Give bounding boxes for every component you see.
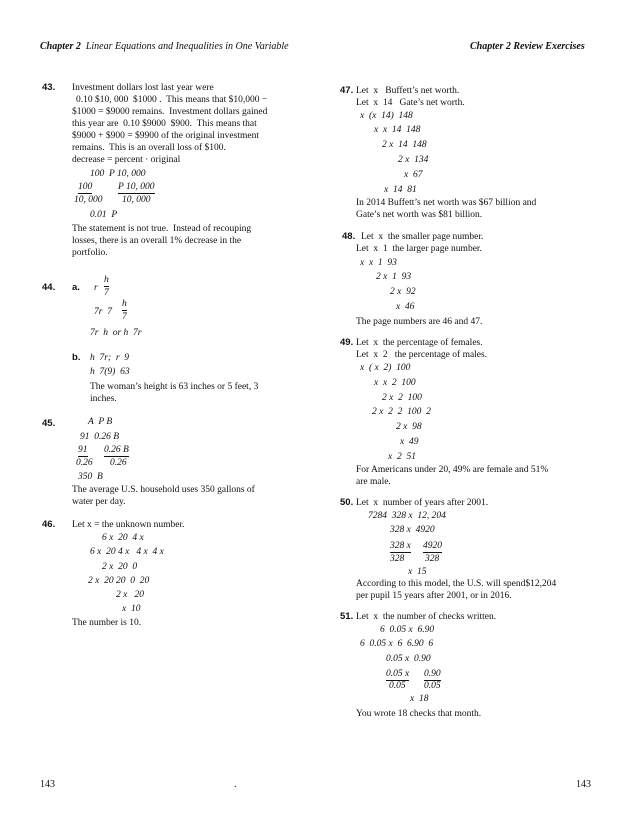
equation-line: 6 0.05 x 6.90	[380, 625, 435, 635]
text-line: For Americans under 20, 49% are female and 51%	[356, 465, 549, 475]
text-line: losses, there is an overall 1% decrease in the	[72, 236, 242, 246]
exercise-number: 49.	[340, 337, 354, 348]
equation-line: 350 B	[78, 472, 103, 482]
equation-line: 2 x 2 100	[382, 393, 422, 403]
equation-line: 6 x 20 4 x 4 x 4 x	[90, 547, 164, 557]
part-label: a.	[72, 282, 80, 293]
equation-numerator: 0.90	[424, 669, 441, 679]
chapter-label: Chapter 2	[40, 41, 81, 52]
text-line: According to this model, the U.S. will spend$12,204	[356, 579, 557, 589]
text-line: inches.	[90, 394, 117, 404]
equation-denominator: 0.05	[389, 681, 406, 691]
text-line: You wrote 18 checks that month.	[356, 709, 482, 719]
text-line: $1000 = $9000 remains. Investment dollars gained	[72, 107, 268, 117]
equation-line: 2 x 98	[396, 422, 422, 432]
equation-line: x x 2 100	[374, 378, 416, 388]
equation-line: x x 1 93	[360, 258, 397, 268]
equation-line: 2 x 2 2 100 2	[372, 407, 431, 417]
text-line: decrease = percent · original	[72, 155, 181, 165]
equation-line: 7284 328 x 12, 204	[368, 511, 446, 521]
equation-numerator: 0.05 x	[386, 669, 410, 679]
equation-numerator: 91	[78, 445, 88, 455]
fraction-denominator: 7	[104, 288, 109, 298]
equation-line: 2 x 134	[398, 155, 429, 165]
page-number-right: 143	[576, 779, 591, 790]
equation-line: 2 x 20 0	[102, 562, 138, 572]
equation-line: 6 x 20 4 x	[102, 533, 144, 543]
exercise-number: 43.	[42, 82, 56, 93]
footer-dot: .	[234, 779, 237, 790]
equation-line: x x 14 148	[374, 125, 421, 135]
equation-line: x 10	[122, 604, 141, 614]
equation-denominator: 0.26	[76, 458, 93, 468]
equation-denominator: 328	[390, 554, 405, 564]
equation-numerator: 4920	[423, 541, 442, 551]
equation-line: 2 x 14 148	[382, 140, 427, 150]
equation-line: r	[94, 283, 98, 293]
page-number-left: 143	[40, 779, 55, 790]
text-line: Gate’s net worth was $81 billion.	[356, 210, 483, 220]
equation-denominator: 328	[425, 554, 440, 564]
exercise-number: 45.	[42, 418, 56, 429]
exercise-number: 48.	[342, 231, 356, 242]
section-header-right: Chapter 2 Review Exercises	[470, 41, 585, 52]
fraction-numerator: h	[104, 275, 109, 285]
text-line: 0.10 $10, 000 $1000 . This means that $10,000 −	[76, 95, 268, 105]
equation-line: x ( x 2) 100	[360, 363, 411, 373]
text-line: Let x 14 Gate’s net worth.	[356, 98, 465, 108]
text-line: Let x the smaller page number.	[361, 232, 484, 242]
text-line: Let x number of years after 2001.	[356, 498, 489, 508]
equation-numerator: P 10, 000	[118, 182, 155, 192]
equation-line: x 15	[408, 567, 427, 577]
equation-line: x (x 14) 148	[360, 111, 413, 121]
equation-line: x 46	[396, 302, 415, 312]
chapter-header-left	[40, 41, 289, 52]
equation-line: x 2 51	[388, 452, 416, 462]
text-line: $9000 + $900 = $9900 of the original investment	[72, 131, 259, 141]
text-line: this year are 0.10 $9000 $900. This means that	[72, 119, 257, 129]
text-line: Investment dollars lost last year were	[72, 83, 214, 93]
exercise-number: 51.	[340, 611, 354, 622]
part-label: b.	[72, 352, 81, 363]
equation-line: 2 x 1 93	[376, 272, 412, 282]
equation-line: 7r h or h 7r	[90, 328, 142, 338]
equation-denominator: 0.26	[110, 458, 127, 468]
equation-line: 91 0.26 B	[80, 432, 120, 442]
text-line: Let x the number of checks written.	[356, 612, 497, 622]
equation-line: x 18	[410, 694, 429, 704]
chapter-title: Linear Equations and Inequalities in One Variable	[85, 41, 289, 52]
equation-numerator: 100	[78, 182, 93, 192]
equation-numerator: 328 x	[390, 541, 411, 551]
text-line: In 2014 Buffett’s net worth was $67 billion and	[356, 198, 537, 208]
equation-line: 2 x 20	[116, 590, 144, 600]
equation-line: h 7(9) 63	[90, 367, 130, 377]
equation-line: 0.01 P	[90, 210, 118, 220]
text-line: The number is 10.	[72, 618, 142, 628]
equation-line: 2 x 92	[390, 287, 416, 297]
text-line: portfolio.	[72, 248, 108, 258]
equation-line: 0.05 x 0.90	[386, 654, 431, 664]
fraction-numerator: h	[122, 299, 127, 309]
text-line: The page numbers are 46 and 47.	[356, 317, 483, 327]
exercise-number: 44.	[42, 282, 56, 293]
text-line: The statement is not true. Instead of recouping	[72, 224, 252, 234]
equation-denominator: 10, 000	[122, 195, 151, 205]
equation-denominator: 10, 000	[74, 195, 103, 205]
text-line: are male.	[356, 477, 391, 487]
exercise-number: 50.	[340, 497, 354, 508]
equation-line: 328 x 4920	[390, 525, 435, 535]
text-line: Let x the percentage of females.	[356, 338, 483, 348]
text-line: remains. This is an overall loss of $100.	[72, 143, 226, 153]
equation-line: h 7r; r 9	[90, 353, 130, 363]
exercise-number: 46.	[42, 519, 56, 530]
fraction-denominator: 7	[122, 312, 127, 322]
equation-line: 100 P 10, 000	[90, 169, 146, 179]
text-line: water per day.	[72, 497, 126, 507]
equation-line: 6 0.05 x 6 6.90 6	[360, 639, 434, 649]
equation-numerator: 0.26 B	[104, 445, 129, 455]
exercise-number: 47.	[340, 85, 354, 96]
text-line: The average U.S. household uses 350 gallons of	[72, 485, 255, 495]
equation-line: 7r 7	[94, 307, 112, 317]
equation-line: 2 x 20 20 0 20	[88, 576, 150, 586]
text-line: Let x 2 the percentage of males.	[356, 350, 488, 360]
text-line: Let x Buffett’s net worth.	[356, 86, 460, 96]
equation-line: x 49	[400, 437, 419, 447]
text-line: The woman’s height is 63 inches or 5 feet, 3	[90, 382, 259, 392]
equation-denominator: 0.05	[424, 681, 441, 691]
text-line: per pupil 15 years after 2001, or in 2016.	[356, 591, 512, 601]
equation-line: A P B	[88, 417, 113, 427]
text-line: Let x = the unknown number.	[72, 520, 185, 530]
equation-line: x 67	[404, 170, 423, 180]
text-line: Let x 1 the larger page number.	[356, 244, 482, 254]
equation-line: x 14 81	[384, 185, 417, 195]
